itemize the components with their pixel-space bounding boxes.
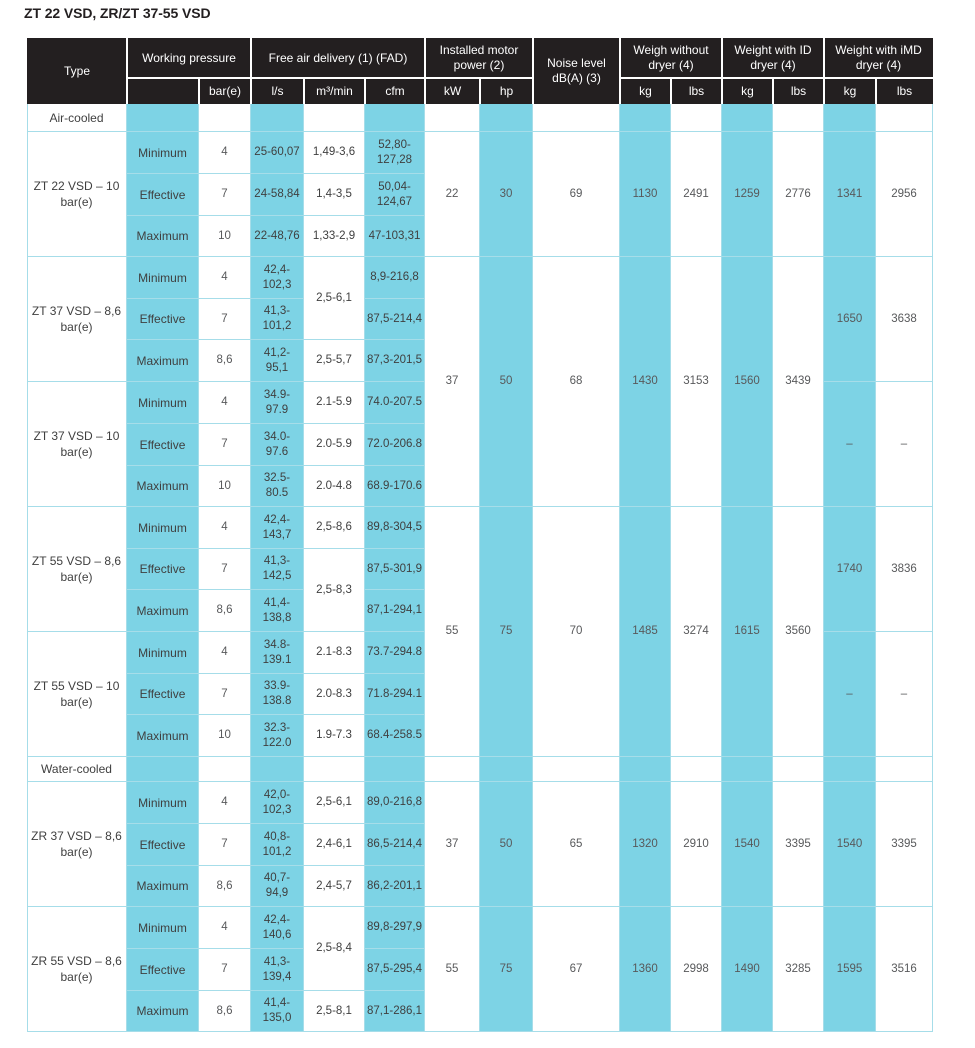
motor-kw-value: 55 — [425, 507, 480, 757]
pressure-level-label: Effective — [127, 674, 199, 715]
fad-ls-value: 40,7-94,9 — [251, 866, 304, 907]
weight-no-dryer-lbs: 3153 — [671, 257, 722, 507]
pressure-level-label: Minimum — [127, 907, 199, 949]
pressure-bar-value: 7 — [199, 174, 251, 216]
fad-ls-value: 24-58,84 — [251, 174, 304, 216]
noise-level-value: 70 — [533, 507, 620, 757]
weight-id-dryer-kg: 1540 — [722, 782, 773, 907]
pressure-bar-value: 4 — [199, 132, 251, 174]
header-unit-kg: kg — [620, 78, 671, 104]
fad-cfm-value: 87,1-294,1 — [365, 590, 425, 632]
header-divider — [620, 77, 933, 79]
header-divider — [479, 78, 481, 104]
section-blank-cell — [773, 104, 824, 132]
section-blank-cell — [824, 757, 876, 782]
fad-cfm-value: 52,80-127,28 — [365, 132, 425, 174]
fad-ls-value: 42,4-143,7 — [251, 507, 304, 549]
weight-id-dryer-kg: 1259 — [722, 132, 773, 257]
pressure-bar-value: 8,6 — [199, 340, 251, 382]
weight-id-dryer-lbs: 3395 — [773, 782, 824, 907]
fad-m3min-value: 2,4-6,1 — [304, 824, 365, 866]
section-blank-cell — [620, 104, 671, 132]
weight-imd-dryer-lbs: 2956 — [876, 132, 933, 257]
header-working-pressure: Working pressure — [127, 38, 251, 78]
header-divider — [875, 78, 877, 104]
section-blank-cell — [425, 757, 480, 782]
header-divider — [198, 78, 200, 104]
fad-m3min-value: 1,4-3,5 — [304, 174, 365, 216]
header-weight-with-id-dryer: Weight with ID dryer (4) — [722, 38, 824, 78]
header-divider — [303, 78, 305, 104]
fad-cfm-value: 68.9-170.6 — [365, 466, 425, 507]
fad-cfm-value: 87,5-214,4 — [365, 299, 425, 340]
fad-cfm-value: 86,5-214,4 — [365, 824, 425, 866]
weight-id-dryer-lbs: 3285 — [773, 907, 824, 1032]
fad-cfm-value: 87,1-286,1 — [365, 991, 425, 1032]
pressure-level-label: Minimum — [127, 782, 199, 824]
pressure-bar-value: 4 — [199, 257, 251, 299]
noise-level-value: 68 — [533, 257, 620, 507]
fad-ls-value: 41,3-101,2 — [251, 299, 304, 340]
weight-imd-dryer-lbs: – — [876, 382, 933, 507]
pressure-level-label: Maximum — [127, 340, 199, 382]
section-blank-cell — [365, 104, 425, 132]
header-unit-ls: l/s — [251, 78, 304, 104]
header-unit-cfm: cfm — [365, 78, 425, 104]
fad-m3min-value: 1,49-3,6 — [304, 132, 365, 174]
pressure-level-label: Maximum — [127, 866, 199, 907]
header-unit-kg: kg — [722, 78, 773, 104]
weight-no-dryer-kg: 1430 — [620, 257, 671, 507]
weight-no-dryer-lbs: 2491 — [671, 132, 722, 257]
fad-ls-value: 40,8-101,2 — [251, 824, 304, 866]
weight-imd-dryer-lbs: 3516 — [876, 907, 933, 1032]
fad-cfm-value: 8,9-216,8 — [365, 257, 425, 299]
pressure-bar-value: 4 — [199, 507, 251, 549]
header-unit-lbs: lbs — [876, 78, 933, 104]
section-blank-cell — [127, 757, 199, 782]
weight-no-dryer-kg: 1320 — [620, 782, 671, 907]
fad-cfm-value: 87,5-295,4 — [365, 949, 425, 991]
fad-m3min-value: 1.9-7.3 — [304, 715, 365, 757]
weight-imd-dryer-kg: 1540 — [824, 782, 876, 907]
section-blank-cell — [425, 104, 480, 132]
header-unit-bar: bar(e) — [199, 78, 251, 104]
fad-ls-value: 32.5-80.5 — [251, 466, 304, 507]
pressure-level-label: Maximum — [127, 590, 199, 632]
weight-imd-dryer-kg: 1740 — [824, 507, 876, 632]
specification-table — [27, 38, 933, 1032]
pressure-bar-value: 4 — [199, 782, 251, 824]
pressure-bar-value: 7 — [199, 949, 251, 991]
fad-m3min-value: 2,5-8,1 — [304, 991, 365, 1032]
pressure-level-label: Maximum — [127, 466, 199, 507]
weight-no-dryer-kg: 1130 — [620, 132, 671, 257]
section-blank-cell — [365, 757, 425, 782]
model-type-cell: ZR 55 VSD – 8,6 bar(e) — [27, 907, 127, 1032]
section-blank-cell — [304, 757, 365, 782]
weight-no-dryer-kg: 1485 — [620, 507, 671, 757]
fad-ls-value: 42,4-102,3 — [251, 257, 304, 299]
weight-id-dryer-kg: 1615 — [722, 507, 773, 757]
document-title: ZT 22 VSD, ZR/ZT 37-55 VSD — [24, 5, 211, 21]
fad-ls-value: 25-60,07 — [251, 132, 304, 174]
header-weight-with-imd-dryer: Weight with iMD dryer (4) — [824, 38, 933, 78]
fad-ls-value: 41,4-135,0 — [251, 991, 304, 1032]
section-blank-cell — [824, 104, 876, 132]
header-divider — [532, 38, 534, 104]
pressure-level-label: Minimum — [127, 132, 199, 174]
section-blank-cell — [876, 104, 933, 132]
fad-cfm-value: 89,8-297,9 — [365, 907, 425, 949]
fad-ls-value: 32.3-122.0 — [251, 715, 304, 757]
pressure-bar-value: 7 — [199, 549, 251, 590]
pressure-level-label: Maximum — [127, 991, 199, 1032]
weight-imd-dryer-lbs: 3836 — [876, 507, 933, 632]
pressure-level-label: Minimum — [127, 507, 199, 549]
fad-ls-value: 41,4-138,8 — [251, 590, 304, 632]
section-blank-cell — [480, 757, 533, 782]
weight-id-dryer-lbs: 2776 — [773, 132, 824, 257]
pressure-bar-value: 10 — [199, 216, 251, 257]
noise-level-value: 67 — [533, 907, 620, 1032]
weight-imd-dryer-kg: – — [824, 382, 876, 507]
header-unit-empty — [127, 78, 199, 104]
header-unit-lbs: lbs — [773, 78, 824, 104]
header-divider — [126, 38, 128, 104]
fad-m3min-value: 1,33-2,9 — [304, 216, 365, 257]
pressure-level-label: Effective — [127, 949, 199, 991]
pressure-level-label: Maximum — [127, 216, 199, 257]
fad-m3min-value: 2,5-5,7 — [304, 340, 365, 382]
fad-ls-value: 41,3-142,5 — [251, 549, 304, 590]
noise-level-value: 69 — [533, 132, 620, 257]
pressure-level-label: Minimum — [127, 382, 199, 424]
motor-kw-value: 22 — [425, 132, 480, 257]
pressure-bar-value: 8,6 — [199, 866, 251, 907]
pressure-bar-value: 7 — [199, 299, 251, 340]
pressure-bar-value: 4 — [199, 907, 251, 949]
motor-hp-value: 30 — [480, 132, 533, 257]
section-blank-cell — [127, 104, 199, 132]
section-blank-cell — [199, 104, 251, 132]
section-blank-cell — [304, 104, 365, 132]
header-divider — [772, 78, 774, 104]
noise-level-value: 65 — [533, 782, 620, 907]
model-type-cell: ZT 22 VSD – 10 bar(e) — [27, 132, 127, 257]
fad-cfm-value: 89,8-304,5 — [365, 507, 425, 549]
fad-cfm-value: 73.7-294.8 — [365, 632, 425, 674]
header-noise-level: Noise level dB(A) (3) — [533, 38, 620, 104]
pressure-level-label: Minimum — [127, 257, 199, 299]
fad-m3min-value: 2,4-5,7 — [304, 866, 365, 907]
pressure-bar-value: 4 — [199, 382, 251, 424]
weight-imd-dryer-kg: – — [824, 632, 876, 757]
weight-imd-dryer-kg: 1650 — [824, 257, 876, 382]
motor-kw-value: 37 — [425, 257, 480, 507]
fad-m3min-value: 2.0-8.3 — [304, 674, 365, 715]
section-blank-cell — [671, 757, 722, 782]
section-label-air-cooled: Air-cooled — [27, 104, 127, 132]
fad-cfm-value: 47-103,31 — [365, 216, 425, 257]
motor-hp-value: 75 — [480, 907, 533, 1032]
fad-m3min-value: 2,5-6,1 — [304, 782, 365, 824]
pressure-level-label: Minimum — [127, 632, 199, 674]
section-blank-cell — [199, 757, 251, 782]
header-divider — [127, 77, 533, 79]
header-free-air-delivery: Free air delivery (1) (FAD) — [251, 38, 425, 78]
pressure-level-label: Effective — [127, 299, 199, 340]
header-unit-kw: kW — [425, 78, 480, 104]
fad-cfm-value: 87,3-201,5 — [365, 340, 425, 382]
fad-ls-value: 41,2-95,1 — [251, 340, 304, 382]
pressure-bar-value: 10 — [199, 466, 251, 507]
fad-cfm-value: 68.4-258.5 — [365, 715, 425, 757]
header-divider — [250, 38, 252, 104]
header-unit-kg: kg — [824, 78, 876, 104]
weight-no-dryer-kg: 1360 — [620, 907, 671, 1032]
weight-imd-dryer-lbs: – — [876, 632, 933, 757]
fad-m3min-value: 2,5-6,1 — [304, 257, 365, 340]
weight-id-dryer-kg: 1490 — [722, 907, 773, 1032]
model-type-cell: ZT 55 VSD – 8,6 bar(e) — [27, 507, 127, 632]
pressure-bar-value: 4 — [199, 632, 251, 674]
pressure-level-label: Effective — [127, 549, 199, 590]
weight-id-dryer-kg: 1560 — [722, 257, 773, 507]
pressure-bar-value: 10 — [199, 715, 251, 757]
header-divider — [823, 38, 825, 104]
section-blank-cell — [722, 104, 773, 132]
header-divider — [619, 38, 621, 104]
section-blank-cell — [773, 757, 824, 782]
header-divider — [721, 38, 723, 104]
weight-imd-dryer-lbs: 3638 — [876, 257, 933, 382]
fad-ls-value: 33.9-138.8 — [251, 674, 304, 715]
model-type-cell: ZT 37 VSD – 8,6 bar(e) — [27, 257, 127, 382]
weight-imd-dryer-kg: 1595 — [824, 907, 876, 1032]
pressure-level-label: Maximum — [127, 715, 199, 757]
motor-hp-value: 75 — [480, 507, 533, 757]
header-divider — [364, 78, 366, 104]
header-unit-m3min: m³/min — [304, 78, 365, 104]
header-weight-without-dryer: Weigh without dryer (4) — [620, 38, 722, 78]
header-divider — [670, 78, 672, 104]
fad-m3min-value: 2.1-5.9 — [304, 382, 365, 424]
weight-id-dryer-lbs: 3439 — [773, 257, 824, 507]
pressure-bar-value: 7 — [199, 674, 251, 715]
weight-no-dryer-lbs: 2998 — [671, 907, 722, 1032]
pressure-level-label: Effective — [127, 424, 199, 466]
pressure-bar-value: 7 — [199, 824, 251, 866]
section-blank-cell — [722, 757, 773, 782]
fad-m3min-value: 2,5-8,3 — [304, 549, 365, 632]
header-unit-hp: hp — [480, 78, 533, 104]
fad-ls-value: 34.0-97.6 — [251, 424, 304, 466]
header-divider — [424, 38, 426, 104]
weight-imd-dryer-kg: 1341 — [824, 132, 876, 257]
section-label-water-cooled: Water-cooled — [27, 757, 127, 782]
section-blank-cell — [251, 757, 304, 782]
fad-cfm-value: 87,5-301,9 — [365, 549, 425, 590]
fad-ls-value: 34.9-97.9 — [251, 382, 304, 424]
model-type-cell: ZT 37 VSD – 10 bar(e) — [27, 382, 127, 507]
fad-ls-value: 42,4-140,6 — [251, 907, 304, 949]
fad-ls-value: 42,0-102,3 — [251, 782, 304, 824]
section-blank-cell — [533, 104, 620, 132]
fad-cfm-value: 74.0-207.5 — [365, 382, 425, 424]
weight-id-dryer-lbs: 3560 — [773, 507, 824, 757]
weight-no-dryer-lbs: 3274 — [671, 507, 722, 757]
weight-imd-dryer-lbs: 3395 — [876, 782, 933, 907]
model-type-cell: ZT 55 VSD – 10 bar(e) — [27, 632, 127, 757]
section-blank-cell — [671, 104, 722, 132]
fad-cfm-value: 86,2-201,1 — [365, 866, 425, 907]
pressure-bar-value: 8,6 — [199, 991, 251, 1032]
fad-m3min-value: 2,5-8,4 — [304, 907, 365, 991]
section-blank-cell — [876, 757, 933, 782]
header-installed-motor-power: Installed motor power (2) — [425, 38, 533, 78]
pressure-bar-value: 7 — [199, 424, 251, 466]
section-blank-cell — [533, 757, 620, 782]
motor-kw-value: 55 — [425, 907, 480, 1032]
pressure-bar-value: 8,6 — [199, 590, 251, 632]
weight-no-dryer-lbs: 2910 — [671, 782, 722, 907]
motor-hp-value: 50 — [480, 257, 533, 507]
motor-hp-value: 50 — [480, 782, 533, 907]
fad-m3min-value: 2.1-8.3 — [304, 632, 365, 674]
fad-ls-value: 34.8-139.1 — [251, 632, 304, 674]
fad-m3min-value: 2.0-5.9 — [304, 424, 365, 466]
fad-cfm-value: 89,0-216,8 — [365, 782, 425, 824]
pressure-level-label: Effective — [127, 824, 199, 866]
fad-cfm-value: 50,04-124,67 — [365, 174, 425, 216]
motor-kw-value: 37 — [425, 782, 480, 907]
section-blank-cell — [480, 104, 533, 132]
fad-cfm-value: 71.8-294.1 — [365, 674, 425, 715]
fad-cfm-value: 72.0-206.8 — [365, 424, 425, 466]
model-type-cell: ZR 37 VSD – 8,6 bar(e) — [27, 782, 127, 907]
fad-m3min-value: 2.0-4.8 — [304, 466, 365, 507]
section-blank-cell — [251, 104, 304, 132]
fad-ls-value: 22-48,76 — [251, 216, 304, 257]
header-type: Type — [27, 38, 127, 104]
fad-m3min-value: 2,5-8,6 — [304, 507, 365, 549]
pressure-level-label: Effective — [127, 174, 199, 216]
fad-ls-value: 41,3-139,4 — [251, 949, 304, 991]
section-blank-cell — [620, 757, 671, 782]
header-unit-lbs: lbs — [671, 78, 722, 104]
